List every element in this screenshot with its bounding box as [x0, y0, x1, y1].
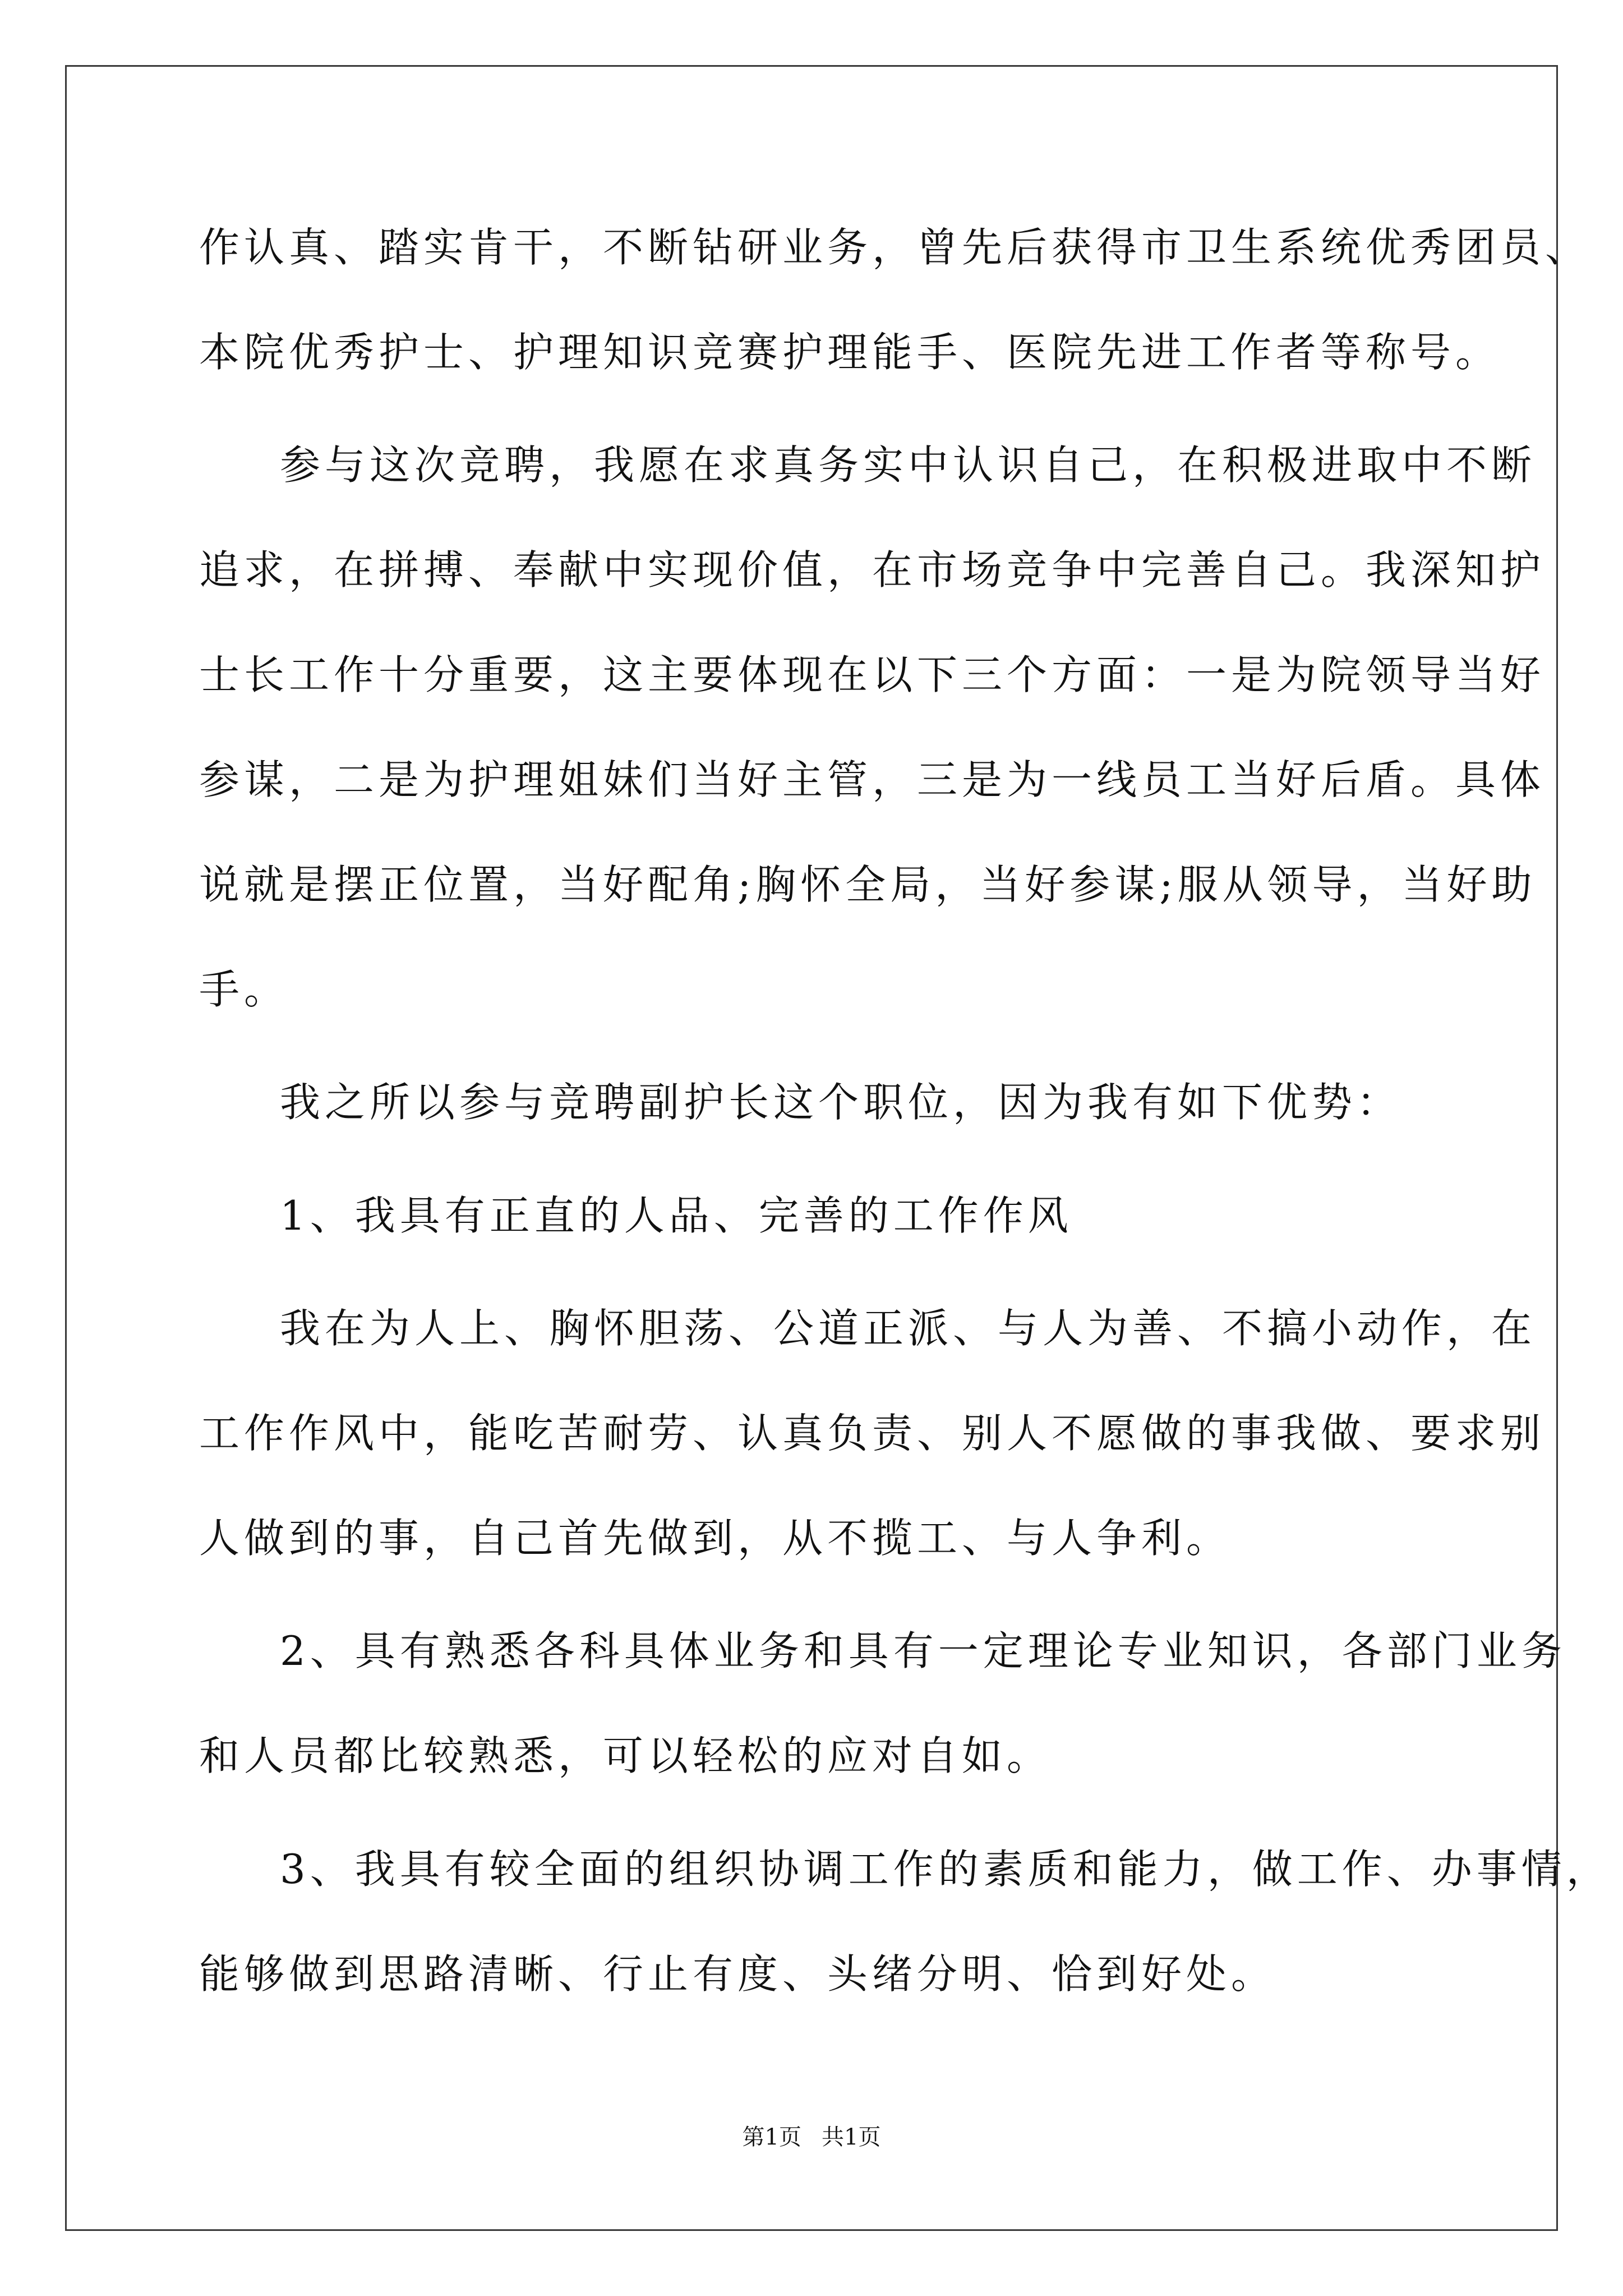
text-line: 手。	[199, 966, 289, 1013]
text-line: 追求，在拼搏、奉献中实现价值，在市场竞争中完善自己。我深知护	[199, 546, 1546, 593]
section-heading: 2、具有熟悉各科具体业务和具有一定理论专业知识，各部门业务	[280, 1627, 1566, 1674]
text-line: 参与这次竞聘，我愿在求真务实中认识自己，在积极进取中不断	[280, 441, 1537, 489]
page-number: 第1页	[742, 2124, 801, 2150]
section-heading: 1、我具有正直的人品、完善的工作作风	[280, 1192, 1073, 1239]
page-border	[65, 65, 1558, 2231]
text-line: 说就是摆正位置，当好配角;胸怀全局，当好参谋;服从领导，当好助	[199, 861, 1537, 908]
text-line: 工作作风中，能吃苦耐劳、认真负责、别人不愿做的事我做、要求别	[199, 1410, 1546, 1457]
text-line: 人做到的事，自己首先做到，从不揽工、与人争利。	[199, 1515, 1232, 1562]
text-line: 参谋，二是为护理姐妹们当好主管，三是为一线员工当好后盾。具体	[199, 756, 1546, 803]
section-heading: 3、我具有较全面的组织协调工作的素质和能力，做工作、办事情，	[280, 1846, 1611, 1893]
text-line: 士长工作十分重要，这主要体现在以下三个方面：一是为院领导当好	[199, 651, 1546, 698]
text-line: 能够做到思路清晰、行止有度、头绪分明、恰到好处。	[199, 1950, 1276, 1998]
page-footer	[0, 2120, 1623, 2154]
text-line: 我在为人上、胸怀胆荡、公道正派、与人为善、不搞小动作，在	[280, 1305, 1537, 1352]
text-line: 我之所以参与竞聘副护长这个职位，因为我有如下优势：	[280, 1079, 1402, 1126]
text-line: 本院优秀护士、护理知识竞赛护理能手、医院先进工作者等称号。	[199, 329, 1501, 376]
page-total: 共1页	[822, 2124, 881, 2150]
text-line: 和人员都比较熟悉，可以轻松的应对自如。	[199, 1732, 1052, 1779]
text-line: 作认真、踏实肯干，不断钻研业务，曾先后获得市卫生系统优秀团员、	[199, 224, 1590, 271]
